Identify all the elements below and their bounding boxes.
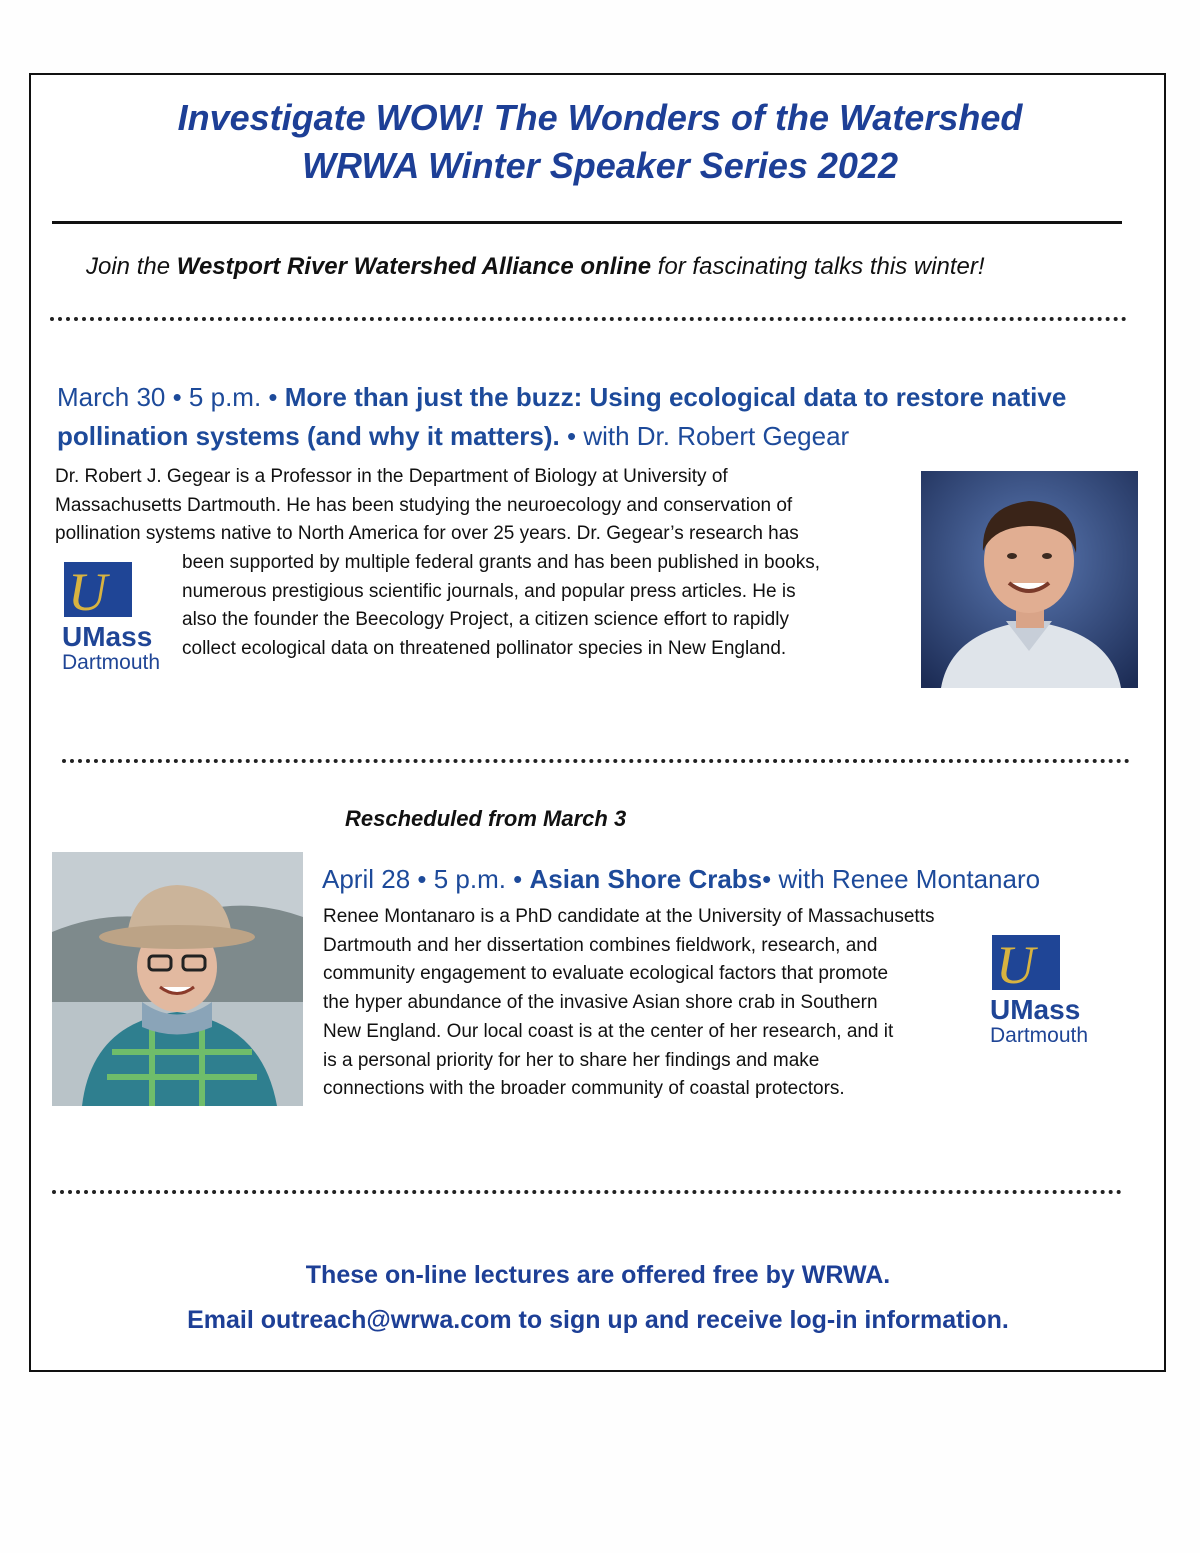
umass-dartmouth-logo [60, 560, 178, 675]
talk2-bio-line: is a personal priority for her to share her findings and make [323, 1049, 820, 1071]
logo-dartmouth-text: Dartmouth [990, 1024, 1089, 1047]
talk2-bio-line: Renee Montanaro is a PhD candidate at the University of Massachusetts [323, 906, 935, 927]
talk1-bio-top [55, 463, 799, 549]
talk2-bio-line: New England. Our local coast is at the center of her research, and it [323, 1020, 894, 1042]
photo-robert-gegear [921, 471, 1138, 688]
logo-dartmouth-text: Dartmouth [62, 651, 161, 674]
talk1-bio-line: Dr. Robert J. Gegear is a Professor in the Department of Biology at University of [55, 466, 728, 487]
talk1-bio-line: also the founder the Beecology Project, a citizen science effort to rapidly [182, 609, 789, 631]
intro-post: for fascinating talks this winter! [651, 253, 985, 280]
talk2-bio-line: connections with the broader community of coastal protectors. [323, 1078, 845, 1100]
photo-renee-montanaro [52, 852, 303, 1106]
dotted-divider [52, 1190, 1122, 1194]
intro-pre: Join the [86, 253, 177, 280]
svg-text:U: U [68, 562, 107, 622]
talk2-title: Asian Shore Crabs [529, 864, 763, 894]
talk1-bio-line: been supported by multiple federal grants and has been published in books, [182, 552, 820, 573]
umass-dartmouth-logo [988, 933, 1106, 1048]
talk1-bio-line: pollination systems native to North America for over 25 years. Dr. Gegear’s research has [55, 523, 799, 545]
rescheduled-note: Rescheduled from March 3 [345, 806, 627, 831]
footer-line-1: These on-line lectures are offered free by WRWA. [305, 1261, 891, 1289]
title-line-1: Investigate WOW! The Wonders of the Watershed [177, 97, 1023, 138]
umass-u-emblem-icon [988, 933, 1106, 1048]
talk1-title: More than just the buzz: Using ecological data to restore native pollination systems (and why it matters). [57, 382, 1067, 451]
talk1-bio-line: numerous prestigious scientific journals, and popular press articles. He is [182, 580, 796, 602]
svg-text:U: U [996, 935, 1035, 995]
intro-org: Westport River Watershed Alliance online [176, 253, 652, 280]
title-line-2: WRWA Winter Speaker Series 2022 [302, 145, 898, 186]
title-divider [52, 221, 1122, 224]
talk2-bio [323, 903, 935, 1104]
logo-umass-text: UMass [990, 994, 1081, 1025]
footer-line-2: Email outreach@wrwa.com to sign up and receive log-in information. [187, 1306, 1009, 1334]
talk2-speaker: • with Renee Montanaro [762, 864, 1041, 894]
talk1-bio-line: Massachusetts Dartmouth. He has been studying the neuroecology and conservation of [55, 494, 793, 516]
talk1-date: March 30 • 5 p.m. • [57, 382, 285, 412]
talk2-bio-line: community engagement to evaluate ecological factors that promote [323, 963, 889, 985]
talk1-bio-bottom [182, 549, 820, 664]
dotted-divider [50, 317, 1127, 321]
talk1-heading [57, 378, 1107, 456]
umass-u-emblem-icon [60, 560, 178, 675]
intro-text [86, 253, 1136, 281]
talk2-date: April 28 • 5 p.m. • [322, 864, 530, 894]
talk2-heading [322, 860, 1142, 899]
talk1-speaker: • with Dr. Robert Gegear [559, 421, 850, 451]
talk2-bio-line: Dartmouth and her dissertation combines fieldwork, research, and [323, 934, 878, 956]
talk1-bio-line: collect ecological data on threatened pollinator species in New England. [182, 638, 787, 660]
dotted-divider [62, 759, 1130, 763]
logo-umass-text: UMass [62, 621, 153, 652]
talk2-bio-line: the hyper abundance of the invasive Asian shore crab in Southern [323, 992, 878, 1014]
